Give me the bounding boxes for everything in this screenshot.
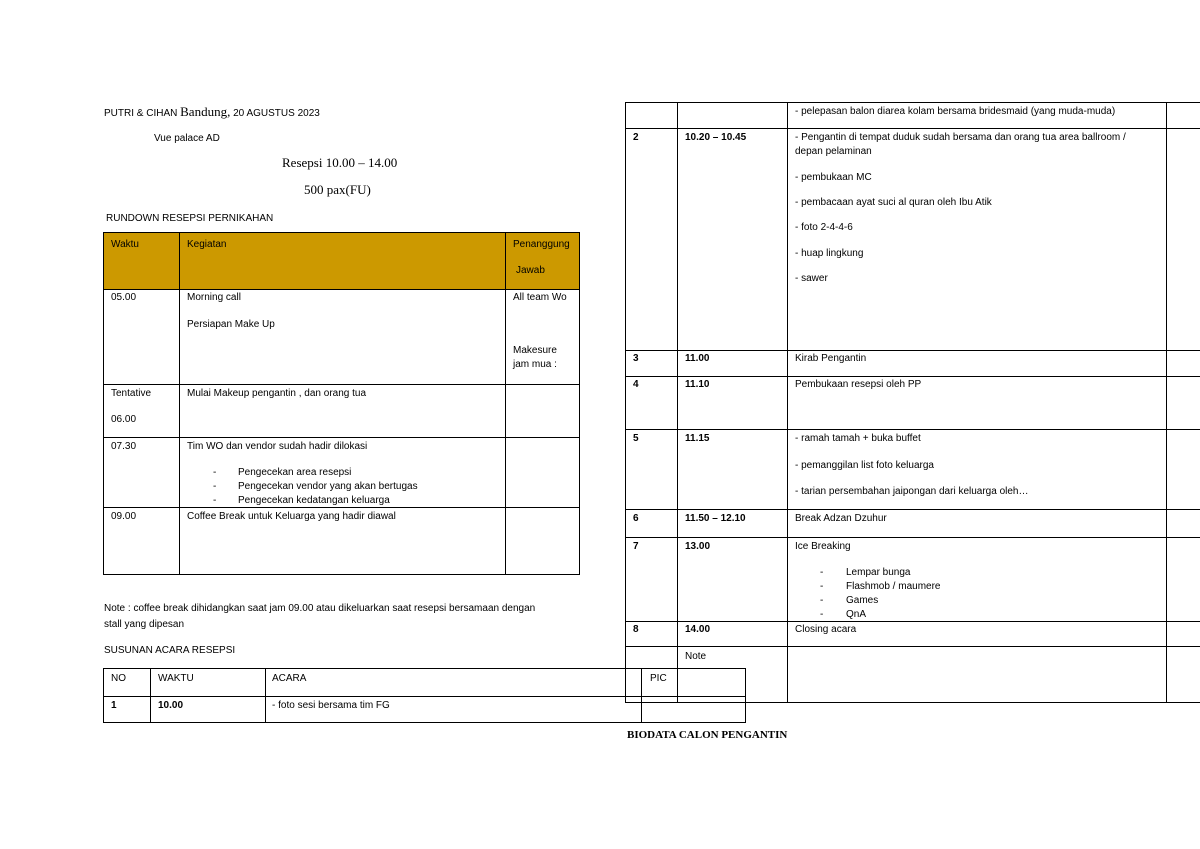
susunan-row-no: 1 <box>111 700 117 711</box>
rundown-row-pic: jam mua : <box>513 359 557 370</box>
acara-item: - pemanggilan list foto keluarga <box>795 460 934 471</box>
acara-row-time: 10.20 – 10.45 <box>685 132 747 143</box>
acara-item: - Pengantin di tempat duduk sudah bersama dan orang tua area ballroom / <box>795 132 1126 143</box>
couple-name: PUTRI & CIHAN <box>104 108 178 119</box>
bullet-dash: - <box>820 567 824 578</box>
susunan-header-pic: PIC <box>650 673 667 684</box>
acara-item: - ramah tamah + buka buffet <box>795 433 921 444</box>
rundown-bullet: Pengecekan vendor yang akan bertugas <box>238 481 418 492</box>
acara-item: - foto 2-4-4-6 <box>795 222 853 233</box>
rundown-header-bg <box>104 233 580 289</box>
acara-item: depan pelaminan <box>795 146 872 157</box>
rundown-row-time: 05.00 <box>111 292 137 303</box>
acara-item: Pembukaan resepsi oleh PP <box>795 379 922 390</box>
acara-row-time: 11.15 <box>685 433 710 444</box>
rundown-row-time: 06.00 <box>111 414 137 425</box>
rundown-row-activity: Morning call <box>187 292 241 303</box>
rundown-note: Note : coffee break dihidangkan saat jam 09.00 atau dikeluarkan saat resepsi bersamaan dengan <box>104 603 536 614</box>
susunan-row-acara: - foto sesi bersama tim FG <box>272 700 390 711</box>
rundown-bullet: Pengecekan kedatangan keluarga <box>238 495 390 506</box>
rundown-row-time: Tentative <box>111 388 152 399</box>
acara-item: - huap lingkung <box>795 248 864 259</box>
rundown-title: RUNDOWN RESEPSI PERNIKAHAN <box>106 213 274 224</box>
acara-row-no: 4 <box>633 379 639 390</box>
rundown-row-pic: All team Wo <box>513 292 567 303</box>
acara-bullet: Lempar bunga <box>846 567 911 578</box>
acara-item: - pelepasan balon diarea kolam bersama bridesmaid (yang muda-muda) <box>795 106 1116 117</box>
rundown-note: stall yang dipesan <box>104 619 185 630</box>
rundown-header-penanggung: Penanggung <box>513 239 570 250</box>
event-date: 20 AGUSTUS 2023 <box>233 108 320 119</box>
bullet-dash: - <box>820 595 824 606</box>
susunan-header-waktu: WAKTU <box>158 673 194 684</box>
acara-bullet: Games <box>846 595 879 606</box>
bullet-dash: - <box>820 609 824 620</box>
acara-item: - tarian persembahan jaipongan dari keluarga oleh… <box>795 486 1029 497</box>
bullet-dash: - <box>213 481 217 492</box>
rundown-header-waktu: Waktu <box>111 239 139 250</box>
acara-bullet: Flashmob / maumere <box>846 581 941 592</box>
acara-item: Break Adzan Dzuhur <box>795 513 887 524</box>
acara-row-no: 6 <box>633 513 639 524</box>
rundown-header-jawab: Jawab <box>516 265 545 276</box>
rundown-row-activity: Coffee Break untuk Keluarga yang hadir diawal <box>187 511 396 522</box>
acara-item: Kirab Pengantin <box>795 353 867 364</box>
acara-row-time: 11.10 <box>685 379 710 390</box>
bullet-dash: - <box>213 495 217 506</box>
acara-item: - sawer <box>795 273 828 284</box>
acara-bullet: QnA <box>846 609 867 620</box>
biodata-title: BIODATA CALON PENGANTIN <box>627 729 788 741</box>
rundown-row-pic: Makesure <box>513 345 557 356</box>
acara-row-no: 3 <box>633 353 639 364</box>
acara-row-time: 11.00 <box>685 353 710 364</box>
rundown-bullet: Pengecekan area resepsi <box>238 467 352 478</box>
acara-row-time: 13.00 <box>685 541 711 552</box>
acara-row-no: 5 <box>633 433 639 444</box>
acara-row-no: 2 <box>633 132 639 143</box>
acara-row-no: 8 <box>633 624 639 635</box>
bullet-dash: - <box>820 581 824 592</box>
bullet-dash: - <box>213 467 217 478</box>
susunan-title: SUSUNAN ACARA RESEPSI <box>104 645 236 656</box>
rundown-row-time: 07.30 <box>111 441 137 452</box>
acara-row-time: 14.00 <box>685 624 711 635</box>
acara-item: Ice Breaking <box>795 541 851 552</box>
acara-row-time: 11.50 – 12.10 <box>685 513 746 524</box>
rundown-header-kegiatan: Kegiatan <box>187 239 227 250</box>
header-line <box>104 104 320 120</box>
acara-row-no: 7 <box>633 541 639 552</box>
susunan-header-acara: ACARA <box>272 673 307 684</box>
pax-count: 500 pax(FU) <box>304 182 371 197</box>
rundown-row-activity: Mulai Makeup pengantin , dan orang tua <box>187 388 367 399</box>
rundown-row-activity: Tim WO dan vendor sudah hadir dilokasi <box>187 441 368 452</box>
susunan-header-no: NO <box>111 673 126 684</box>
acara-note: Note <box>685 651 707 662</box>
rundown-row-time: 09.00 <box>111 511 137 522</box>
rundown-row-activity: Persiapan Make Up <box>187 319 275 330</box>
reception-time: Resepsi 10.00 – 14.00 <box>282 155 398 170</box>
acara-item: Closing acara <box>795 624 857 635</box>
acara-item: - pembacaan ayat suci al quran oleh Ibu Atik <box>795 197 992 208</box>
acara-item: - pembukaan MC <box>795 172 872 183</box>
city: Bandung, <box>180 104 231 119</box>
venue: Vue palace AD <box>154 133 220 144</box>
susunan-row-time: 10.00 <box>158 700 184 711</box>
